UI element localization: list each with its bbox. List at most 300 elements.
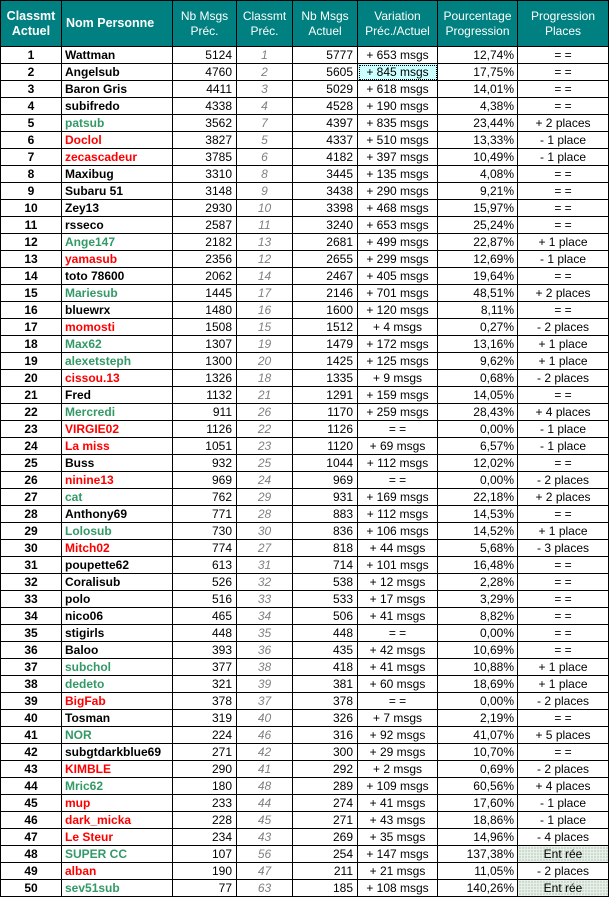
table-row: [1, 455, 609, 472]
prev-msgs-cell: 730: [173, 523, 237, 540]
name-cell: Tosman: [62, 710, 173, 727]
table-row: [1, 98, 609, 115]
name-cell: Mariesub: [62, 285, 173, 302]
table-row: [1, 540, 609, 557]
rank-cell: 23: [1, 421, 62, 438]
percent-cell: 4,38%: [438, 98, 518, 115]
prev-msgs-cell: 526: [173, 574, 237, 591]
prev-rank-cell: 46: [237, 727, 293, 744]
percent-cell: 16,48%: [438, 557, 518, 574]
percent-cell: 13,33%: [438, 132, 518, 149]
prev-msgs-cell: 321: [173, 676, 237, 693]
variation-cell: + 299 msgs: [358, 251, 438, 268]
curr-msgs-cell: 269: [293, 829, 358, 846]
table-row: [1, 234, 609, 251]
prev-rank-cell: 20: [237, 353, 293, 370]
prev-msgs-cell: 1326: [173, 370, 237, 387]
rank-cell: 44: [1, 778, 62, 795]
rank-cell: 16: [1, 302, 62, 319]
rank-cell: 26: [1, 472, 62, 489]
percent-cell: 10,49%: [438, 149, 518, 166]
percent-cell: 140,26%: [438, 880, 518, 897]
progression-cell: - 1 place: [518, 812, 609, 829]
rank-cell: 1: [1, 47, 62, 64]
progression-cell: - 2 places: [518, 863, 609, 880]
percent-cell: 25,24%: [438, 217, 518, 234]
name-cell: cissou.13: [62, 370, 173, 387]
rank-cell: 17: [1, 319, 62, 336]
name-cell: sev51sub: [62, 880, 173, 897]
prev-rank-cell: 18: [237, 370, 293, 387]
prev-rank-cell: 24: [237, 472, 293, 489]
name-cell: yamasub: [62, 251, 173, 268]
table-row: [1, 268, 609, 285]
table-row: [1, 47, 609, 64]
rank-cell: 50: [1, 880, 62, 897]
rank-cell: 43: [1, 761, 62, 778]
prev-msgs-cell: 228: [173, 812, 237, 829]
percent-cell: 2,19%: [438, 710, 518, 727]
progression-cell: = =: [518, 166, 609, 183]
percent-cell: 2,28%: [438, 574, 518, 591]
prev-msgs-cell: 2062: [173, 268, 237, 285]
rank-cell: 22: [1, 404, 62, 421]
progression-cell: = =: [518, 47, 609, 64]
progression-cell: + 1 place: [518, 234, 609, 251]
table-row: [1, 710, 609, 727]
table-row: [1, 863, 609, 880]
name-cell: poupette62: [62, 557, 173, 574]
table-row: [1, 217, 609, 234]
progression-cell: + 1 place: [518, 676, 609, 693]
prev-rank-cell: 38: [237, 659, 293, 676]
name-cell: zecascadeur: [62, 149, 173, 166]
table-row: [1, 591, 609, 608]
variation-cell: + 468 msgs: [358, 200, 438, 217]
prev-msgs-cell: 762: [173, 489, 237, 506]
variation-cell: + 259 msgs: [358, 404, 438, 421]
progression-cell: - 1 place: [518, 132, 609, 149]
variation-cell: + 92 msgs: [358, 727, 438, 744]
table-row: [1, 370, 609, 387]
rank-cell: 32: [1, 574, 62, 591]
percent-cell: 22,18%: [438, 489, 518, 506]
table-row: [1, 846, 609, 863]
rank-cell: 49: [1, 863, 62, 880]
prev-rank-cell: 12: [237, 251, 293, 268]
prev-msgs-cell: 774: [173, 540, 237, 557]
prev-rank-cell: 56: [237, 846, 293, 863]
curr-msgs-cell: 533: [293, 591, 358, 608]
name-cell: Buss: [62, 455, 173, 472]
progression-cell: = =: [518, 574, 609, 591]
variation-cell: + 60 msgs: [358, 676, 438, 693]
table-row: [1, 676, 609, 693]
variation-cell: = =: [358, 693, 438, 710]
prev-rank-cell: 29: [237, 489, 293, 506]
variation-cell: + 845 msgs: [358, 64, 438, 81]
progression-cell: = =: [518, 183, 609, 200]
progression-cell: Ent rée: [518, 846, 609, 863]
percent-cell: 17,75%: [438, 64, 518, 81]
progression-cell: = =: [518, 268, 609, 285]
prev-rank-cell: 2: [237, 64, 293, 81]
rank-cell: 9: [1, 183, 62, 200]
table-row: [1, 506, 609, 523]
curr-msgs-cell: 300: [293, 744, 358, 761]
percent-cell: 5,68%: [438, 540, 518, 557]
curr-msgs-cell: 2655: [293, 251, 358, 268]
name-cell: polo: [62, 591, 173, 608]
progression-cell: = =: [518, 557, 609, 574]
percent-cell: 14,52%: [438, 523, 518, 540]
curr-msgs-cell: 931: [293, 489, 358, 506]
name-cell: subgtdarkblue69: [62, 744, 173, 761]
rank-cell: 5: [1, 115, 62, 132]
table-row: [1, 115, 609, 132]
table-row: [1, 608, 609, 625]
prev-rank-cell: 22: [237, 421, 293, 438]
progression-cell: = =: [518, 455, 609, 472]
curr-msgs-cell: 4528: [293, 98, 358, 115]
progression-cell: = =: [518, 64, 609, 81]
percent-cell: 8,82%: [438, 608, 518, 625]
table-row: [1, 166, 609, 183]
rank-cell: 27: [1, 489, 62, 506]
name-cell: Le Steur: [62, 829, 173, 846]
name-cell: dark_micka: [62, 812, 173, 829]
rank-cell: 25: [1, 455, 62, 472]
rank-cell: 46: [1, 812, 62, 829]
rank-cell: 28: [1, 506, 62, 523]
rank-cell: 7: [1, 149, 62, 166]
percent-cell: 4,08%: [438, 166, 518, 183]
prev-rank-cell: 32: [237, 574, 293, 591]
percent-cell: 12,74%: [438, 47, 518, 64]
rank-cell: 47: [1, 829, 62, 846]
curr-msgs-cell: 1512: [293, 319, 358, 336]
progression-cell: = =: [518, 710, 609, 727]
variation-cell: + 21 msgs: [358, 863, 438, 880]
name-cell: Ange147: [62, 234, 173, 251]
name-cell: Mitch02: [62, 540, 173, 557]
curr-msgs-cell: 185: [293, 880, 358, 897]
percent-cell: 0,27%: [438, 319, 518, 336]
curr-msgs-cell: 254: [293, 846, 358, 863]
rank-cell: 29: [1, 523, 62, 540]
prev-msgs-cell: 3562: [173, 115, 237, 132]
prev-rank-cell: 5: [237, 132, 293, 149]
table-row: [1, 812, 609, 829]
rank-cell: 30: [1, 540, 62, 557]
curr-msgs-cell: 969: [293, 472, 358, 489]
prev-msgs-cell: 1051: [173, 438, 237, 455]
rank-cell: 35: [1, 625, 62, 642]
progression-cell: Ent rée: [518, 880, 609, 897]
table-row: [1, 64, 609, 81]
curr-msgs-cell: 448: [293, 625, 358, 642]
variation-cell: + 42 msgs: [358, 642, 438, 659]
prev-rank-cell: 3: [237, 81, 293, 98]
name-cell: mup: [62, 795, 173, 812]
variation-cell: + 12 msgs: [358, 574, 438, 591]
prev-msgs-cell: 2587: [173, 217, 237, 234]
table-row: [1, 132, 609, 149]
name-cell: alban: [62, 863, 173, 880]
variation-cell: + 41 msgs: [358, 608, 438, 625]
variation-cell: + 109 msgs: [358, 778, 438, 795]
prev-msgs-cell: 393: [173, 642, 237, 659]
curr-msgs-cell: 5029: [293, 81, 358, 98]
prev-rank-cell: 48: [237, 778, 293, 795]
table-body: [1, 47, 609, 897]
progression-cell: - 2 places: [518, 472, 609, 489]
percent-cell: 10,69%: [438, 642, 518, 659]
prev-msgs-cell: 1508: [173, 319, 237, 336]
prev-msgs-cell: 448: [173, 625, 237, 642]
prev-msgs-cell: 465: [173, 608, 237, 625]
prev-rank-cell: 34: [237, 608, 293, 625]
variation-cell: + 159 msgs: [358, 387, 438, 404]
rank-cell: 11: [1, 217, 62, 234]
header-rank: Classmt Actuel: [1, 1, 62, 47]
curr-msgs-cell: 378: [293, 693, 358, 710]
rank-cell: 15: [1, 285, 62, 302]
prev-msgs-cell: 4411: [173, 81, 237, 98]
variation-cell: + 147 msgs: [358, 846, 438, 863]
name-cell: alexetsteph: [62, 353, 173, 370]
variation-cell: + 701 msgs: [358, 285, 438, 302]
name-cell: Baloo: [62, 642, 173, 659]
curr-msgs-cell: 1126: [293, 421, 358, 438]
variation-cell: + 499 msgs: [358, 234, 438, 251]
rank-cell: 8: [1, 166, 62, 183]
percent-cell: 0,69%: [438, 761, 518, 778]
curr-msgs-cell: 4397: [293, 115, 358, 132]
percent-cell: 6,57%: [438, 438, 518, 455]
name-cell: SUPER CC: [62, 846, 173, 863]
progression-cell: - 4 places: [518, 829, 609, 846]
variation-cell: + 41 msgs: [358, 659, 438, 676]
table-row: [1, 285, 609, 302]
rank-cell: 45: [1, 795, 62, 812]
table-row: [1, 183, 609, 200]
curr-msgs-cell: 538: [293, 574, 358, 591]
table-row: [1, 778, 609, 795]
rank-cell: 3: [1, 81, 62, 98]
prev-rank-cell: 44: [237, 795, 293, 812]
progression-cell: = =: [518, 81, 609, 98]
prev-msgs-cell: 107: [173, 846, 237, 863]
curr-msgs-cell: 714: [293, 557, 358, 574]
header-row: [1, 1, 609, 47]
prev-msgs-cell: 1445: [173, 285, 237, 302]
percent-cell: 137,38%: [438, 846, 518, 863]
table-row: [1, 761, 609, 778]
progression-cell: + 1 place: [518, 659, 609, 676]
rank-cell: 13: [1, 251, 62, 268]
variation-cell: + 405 msgs: [358, 268, 438, 285]
table-row: [1, 302, 609, 319]
progression-cell: + 5 places: [518, 727, 609, 744]
progression-cell: - 2 places: [518, 370, 609, 387]
variation-cell: + 101 msgs: [358, 557, 438, 574]
percent-cell: 14,53%: [438, 506, 518, 523]
percent-cell: 10,88%: [438, 659, 518, 676]
name-cell: cat: [62, 489, 173, 506]
table-row: [1, 251, 609, 268]
curr-msgs-cell: 1291: [293, 387, 358, 404]
name-cell: Zey13: [62, 200, 173, 217]
prev-msgs-cell: 516: [173, 591, 237, 608]
curr-msgs-cell: 2467: [293, 268, 358, 285]
percent-cell: 12,69%: [438, 251, 518, 268]
prev-msgs-cell: 180: [173, 778, 237, 795]
header-variation: Variation Préc./Actuel: [358, 1, 438, 47]
progression-cell: = =: [518, 591, 609, 608]
percent-cell: 60,56%: [438, 778, 518, 795]
header-percent: Pourcentage Progression: [438, 1, 518, 47]
curr-msgs-cell: 1335: [293, 370, 358, 387]
progression-cell: = =: [518, 506, 609, 523]
progression-cell: - 3 places: [518, 540, 609, 557]
progression-cell: - 1 place: [518, 149, 609, 166]
prev-msgs-cell: 5124: [173, 47, 237, 64]
prev-rank-cell: 31: [237, 557, 293, 574]
name-cell: BigFab: [62, 693, 173, 710]
progression-cell: = =: [518, 608, 609, 625]
progression-cell: + 1 place: [518, 336, 609, 353]
progression-cell: + 2 places: [518, 489, 609, 506]
table-row: [1, 438, 609, 455]
prev-msgs-cell: 4338: [173, 98, 237, 115]
prev-msgs-cell: 2182: [173, 234, 237, 251]
name-cell: NOR: [62, 727, 173, 744]
table-row: [1, 149, 609, 166]
progression-cell: = =: [518, 642, 609, 659]
table-row: [1, 574, 609, 591]
curr-msgs-cell: 506: [293, 608, 358, 625]
percent-cell: 13,16%: [438, 336, 518, 353]
variation-cell: + 618 msgs: [358, 81, 438, 98]
variation-cell: + 29 msgs: [358, 744, 438, 761]
progression-cell: + 1 place: [518, 353, 609, 370]
prev-msgs-cell: 3785: [173, 149, 237, 166]
prev-rank-cell: 8: [237, 166, 293, 183]
percent-cell: 23,44%: [438, 115, 518, 132]
curr-msgs-cell: 5605: [293, 64, 358, 81]
prev-rank-cell: 23: [237, 438, 293, 455]
progression-cell: - 1 place: [518, 795, 609, 812]
percent-cell: 14,05%: [438, 387, 518, 404]
curr-msgs-cell: 2146: [293, 285, 358, 302]
variation-cell: + 9 msgs: [358, 370, 438, 387]
prev-rank-cell: 36: [237, 642, 293, 659]
table-row: [1, 200, 609, 217]
curr-msgs-cell: 3398: [293, 200, 358, 217]
percent-cell: 18,69%: [438, 676, 518, 693]
variation-cell: + 169 msgs: [358, 489, 438, 506]
prev-msgs-cell: 771: [173, 506, 237, 523]
prev-rank-cell: 37: [237, 693, 293, 710]
name-cell: toto 78600: [62, 268, 173, 285]
percent-cell: 14,01%: [438, 81, 518, 98]
prev-msgs-cell: 378: [173, 693, 237, 710]
percent-cell: 0,00%: [438, 472, 518, 489]
prev-msgs-cell: 377: [173, 659, 237, 676]
curr-msgs-cell: 1479: [293, 336, 358, 353]
curr-msgs-cell: 5777: [293, 47, 358, 64]
prev-msgs-cell: 1480: [173, 302, 237, 319]
rank-cell: 41: [1, 727, 62, 744]
progression-cell: - 2 places: [518, 319, 609, 336]
rank-cell: 34: [1, 608, 62, 625]
rank-cell: 10: [1, 200, 62, 217]
variation-cell: + 69 msgs: [358, 438, 438, 455]
variation-cell: + 397 msgs: [358, 149, 438, 166]
prev-msgs-cell: 613: [173, 557, 237, 574]
header-progression: Progression Places: [518, 1, 609, 47]
rank-cell: 18: [1, 336, 62, 353]
rank-cell: 38: [1, 676, 62, 693]
variation-cell: + 35 msgs: [358, 829, 438, 846]
percent-cell: 17,60%: [438, 795, 518, 812]
curr-msgs-cell: 211: [293, 863, 358, 880]
name-cell: rsseco: [62, 217, 173, 234]
name-cell: Mric62: [62, 778, 173, 795]
rank-cell: 24: [1, 438, 62, 455]
curr-msgs-cell: 4182: [293, 149, 358, 166]
table-row: [1, 625, 609, 642]
name-cell: Angelsub: [62, 64, 173, 81]
rank-cell: 40: [1, 710, 62, 727]
prev-rank-cell: 39: [237, 676, 293, 693]
header-curr-msgs: Nb Msgs Actuel: [293, 1, 358, 47]
progression-cell: + 1 place: [518, 523, 609, 540]
prev-rank-cell: 26: [237, 404, 293, 421]
variation-cell: = =: [358, 472, 438, 489]
prev-msgs-cell: 290: [173, 761, 237, 778]
name-cell: Fred: [62, 387, 173, 404]
prev-msgs-cell: 271: [173, 744, 237, 761]
table-row: [1, 421, 609, 438]
name-cell: subchol: [62, 659, 173, 676]
header-prev-rank: Classmt Préc.: [237, 1, 293, 47]
rank-cell: 6: [1, 132, 62, 149]
variation-cell: + 17 msgs: [358, 591, 438, 608]
curr-msgs-cell: 1120: [293, 438, 358, 455]
percent-cell: 0,00%: [438, 693, 518, 710]
curr-msgs-cell: 326: [293, 710, 358, 727]
table-row: [1, 642, 609, 659]
variation-cell: + 190 msgs: [358, 98, 438, 115]
prev-rank-cell: 25: [237, 455, 293, 472]
progression-cell: = =: [518, 387, 609, 404]
prev-msgs-cell: 224: [173, 727, 237, 744]
name-cell: La miss: [62, 438, 173, 455]
curr-msgs-cell: 274: [293, 795, 358, 812]
prev-rank-cell: 11: [237, 217, 293, 234]
prev-msgs-cell: 1300: [173, 353, 237, 370]
variation-cell: + 835 msgs: [358, 115, 438, 132]
table-row: [1, 880, 609, 897]
prev-rank-cell: 28: [237, 506, 293, 523]
prev-rank-cell: 19: [237, 336, 293, 353]
table-row: [1, 387, 609, 404]
progression-cell: = =: [518, 625, 609, 642]
percent-cell: 14,96%: [438, 829, 518, 846]
variation-cell: + 43 msgs: [358, 812, 438, 829]
